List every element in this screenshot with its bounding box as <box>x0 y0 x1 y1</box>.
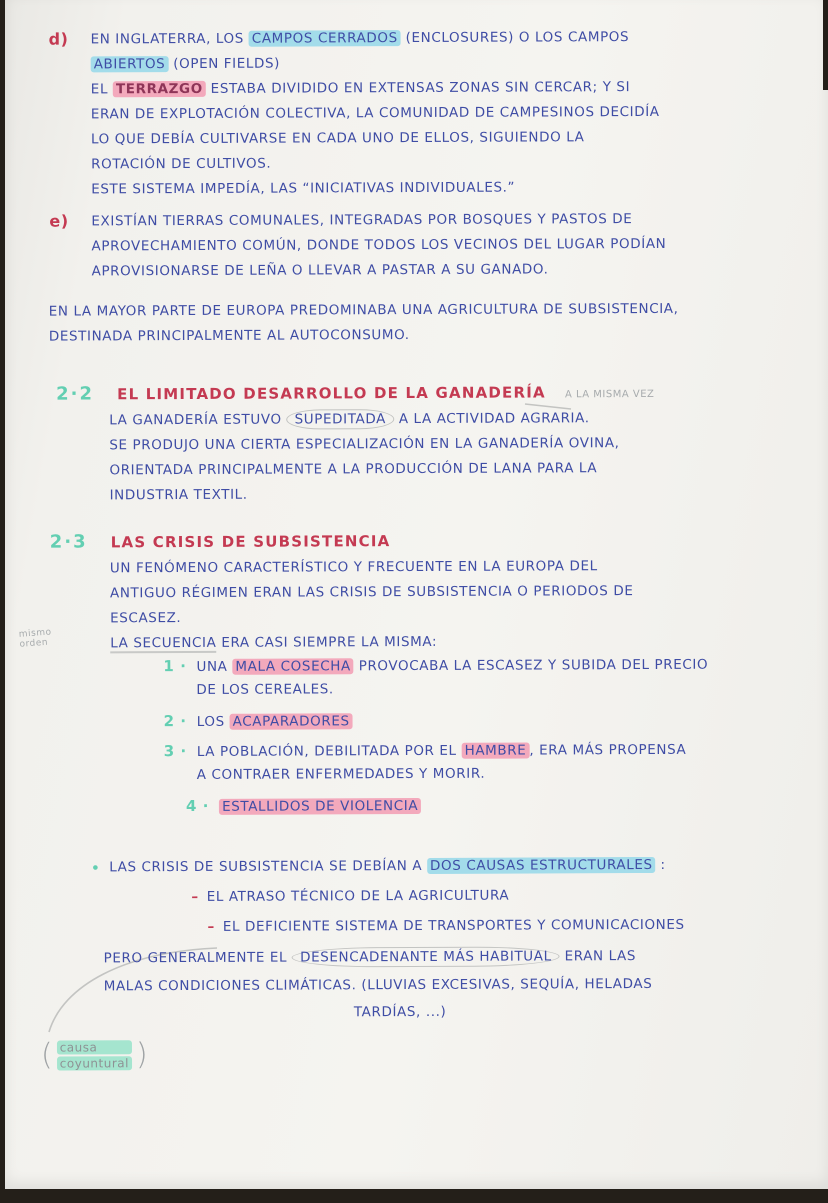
section-d-marker: d) <box>48 29 69 49</box>
text-segment: , ERA MÁS PROPENSA <box>529 741 687 759</box>
text-line <box>104 948 685 979</box>
text-line: ERAN DE EXPLOTACIÓN COLECTIVA, LA COMUNIDAD DE CAMPESINOS DECIDÍA <box>90 103 660 123</box>
list-item <box>164 795 709 822</box>
list-item <box>163 655 708 707</box>
text-segment: UNA <box>196 658 233 675</box>
highlight-acaparadores: ACAPARADORES <box>230 713 353 730</box>
paren-open: ( <box>40 1037 53 1073</box>
highlight-campos-cerrados: CAMPOS CERRADOS <box>249 30 401 47</box>
text-line: DESTINADA PRINCIPALMENTE AL AUTOCONSUMO. <box>48 327 410 345</box>
cause-line-1 <box>191 887 684 914</box>
list-item <box>164 740 709 792</box>
text-segment: LA GANADERÍA ESTUVO <box>109 411 287 429</box>
highlight-hambre: HAMBRE <box>462 743 530 759</box>
highlight-estallidos: ESTALLIDOS DE VIOLENCIA <box>219 798 421 815</box>
section-2-3-body <box>110 558 634 660</box>
text-line <box>186 795 709 822</box>
notebook-page <box>5 0 828 1189</box>
text-segment: EL ATRASO TÉCNICO DE LA AGRICULTURA <box>206 887 510 905</box>
text-segment: A LA ACTIVIDAD AGRARIA. <box>393 410 590 428</box>
item-number: 3 · <box>163 742 187 761</box>
section-2-3 <box>50 529 634 661</box>
text-line <box>164 740 709 767</box>
paren-close: ) <box>135 1037 148 1073</box>
section-2-3-number: 2·3 <box>49 531 88 553</box>
trigger-paragraph <box>104 948 686 1031</box>
text-line: ESTE SISTEMA IMPEDÍA, LAS “INICIATIVAS INDIVIDUALES.” <box>91 179 516 198</box>
text-segment: LOS <box>196 713 230 730</box>
text-line: EN LA MAYOR PARTE DE EUROPA PREDOMINABA UNA AGRICULTURA DE SUBSISTENCIA, <box>48 300 679 320</box>
text-segment: PERO GENERALMENTE EL <box>103 949 293 967</box>
margin-note-mismo-orden: mismo orden <box>18 627 52 650</box>
text-line: INDUSTRIA TEXTIL. <box>109 486 248 504</box>
section-2-2-body <box>109 410 655 512</box>
text-line: ROTACIÓN DE CULTIVOS. <box>91 155 272 173</box>
section-e-marker: e) <box>49 211 69 231</box>
section-2-2-title: EL LIMITADO DESARROLLO DE LA GANADERÍA <box>117 383 546 404</box>
text-line <box>109 410 654 437</box>
text-line: ORIENTADA PRINCIPALMENTE A LA PRODUCCIÓN DE LANA PARA LA <box>109 460 598 479</box>
highlight-causa: causa <box>57 1040 132 1054</box>
circled-desencadenante: DESENCADENANTE MÁS HABITUAL <box>292 946 560 967</box>
text-line: UN FENÓMENO CARACTERÍSTICO Y FRECUENTE EN LA EUROPA DEL <box>109 558 598 577</box>
text-line: TARDÍAS, ...) <box>353 1003 447 1021</box>
text-line: DE LOS CEREALES. <box>196 681 334 698</box>
text-segment: (OPEN FIELDS) <box>168 55 281 73</box>
highlight-dos-causas: DOS CAUSAS ESTRUCTURALES <box>427 857 656 874</box>
section-2-2-number: 2·2 <box>56 383 95 405</box>
dash-icon: – <box>191 888 199 905</box>
text-line <box>164 710 709 737</box>
highlight-coyuntural: coyuntural <box>57 1056 132 1070</box>
causes-block <box>91 856 685 1031</box>
text-segment: PROVOCABA LA ESCASEZ Y SUBIDA DEL PRECIO <box>353 656 709 675</box>
text-line: A CONTRAER ENFERMEDADES Y MORIR. <box>196 765 486 783</box>
handwritten-notes <box>2 0 828 1191</box>
text-segment: (ENCLOSURES) O LOS CAMPOS <box>400 29 630 47</box>
text-line: SE PRODUJO UNA CIERTA ESPECIALIZACIÓN EN LA GANADERÍA OVINA, <box>109 435 620 454</box>
sequence-list <box>163 655 709 822</box>
pencil-note-misma-vez: A LA MISMA VEZ <box>564 388 655 401</box>
section-d <box>48 29 660 206</box>
paragraph-europe <box>49 301 679 354</box>
highlight-mala-cosecha: MALA COSECHA <box>232 658 353 675</box>
text-segment: ESTABA DIVIDIDO EN EXTENSAS ZONAS SIN CERCAR; Y SI <box>205 79 631 97</box>
text-line <box>91 29 660 56</box>
text-segment: ERA CASI SIEMPRE LA MISMA: <box>216 633 438 651</box>
section-e <box>49 211 667 289</box>
text-line: APROVECHAMIENTO COMÚN, DONDE TODOS LOS VECINOS DEL LUGAR PODÍAN <box>91 235 667 255</box>
photo-background-sliver <box>823 0 828 90</box>
list-item <box>164 710 709 737</box>
text-segment: : <box>655 856 666 873</box>
text-line <box>91 79 660 106</box>
section-2-3-title: LAS CRISIS DE SUBSISTENCIA <box>110 532 391 552</box>
underlined-la-secuencia: LA SECUENCIA <box>110 634 217 652</box>
circled-supeditada: SUPEDITADA <box>287 409 394 429</box>
text-segment: LAS CRISIS DE SUBSISTENCIA SE DEBÍAN A <box>109 857 428 876</box>
bullet-icon: • <box>91 861 101 877</box>
dash-icon: – <box>207 918 215 935</box>
text-segment: LA POBLACIÓN, DEBILITADA POR EL <box>196 742 462 760</box>
text-segment: EL DEFICIENTE SISTEMA DE TRANSPORTES Y COMUNICACIONES <box>222 916 685 935</box>
section-2-2 <box>56 381 655 513</box>
text-line: MALAS CONDICIONES CLIMÁTICAS. (LLUVIAS EXCESIVAS, SEQUÍA, HELADAS <box>103 975 653 995</box>
text-line: ANTIGUO RÉGIMEN ERAN LAS CRISIS DE SUBSISTENCIA O PERIODOS DE <box>109 583 634 602</box>
text-line <box>163 655 708 682</box>
text-line <box>91 54 660 81</box>
item-number: 4 · <box>185 796 210 816</box>
text-segment: EL <box>90 81 113 98</box>
text-segment: EN INGLATERRA, LOS <box>90 30 249 48</box>
footnote-causa-coyuntural <box>41 1031 148 1079</box>
text-line: ESCASEZ. <box>110 610 182 627</box>
cause-line-2 <box>207 917 684 944</box>
text-line: EXISTÍAN TIERRAS COMUNALES, INTEGRADAS POR BOSQUES Y PASTOS DE <box>91 211 633 230</box>
footnote-words <box>57 1040 132 1070</box>
text-line: APROVISIONARSE DE LEÑA O LLEVAR A PASTAR A SU GANADO. <box>91 261 549 280</box>
text-line: LO QUE DEBÍA CULTIVARSE EN CADA UNO DE ELLOS, SIGUIENDO LA <box>90 129 585 148</box>
text-segment: ERAN LAS <box>559 948 637 965</box>
text-line <box>109 857 684 885</box>
item-number: 1 · <box>163 657 187 676</box>
item-number: 2 · <box>163 712 187 731</box>
highlight-abiertos: ABIERTOS <box>91 56 169 72</box>
highlight-terrazgo: TERRAZGO <box>113 81 206 97</box>
